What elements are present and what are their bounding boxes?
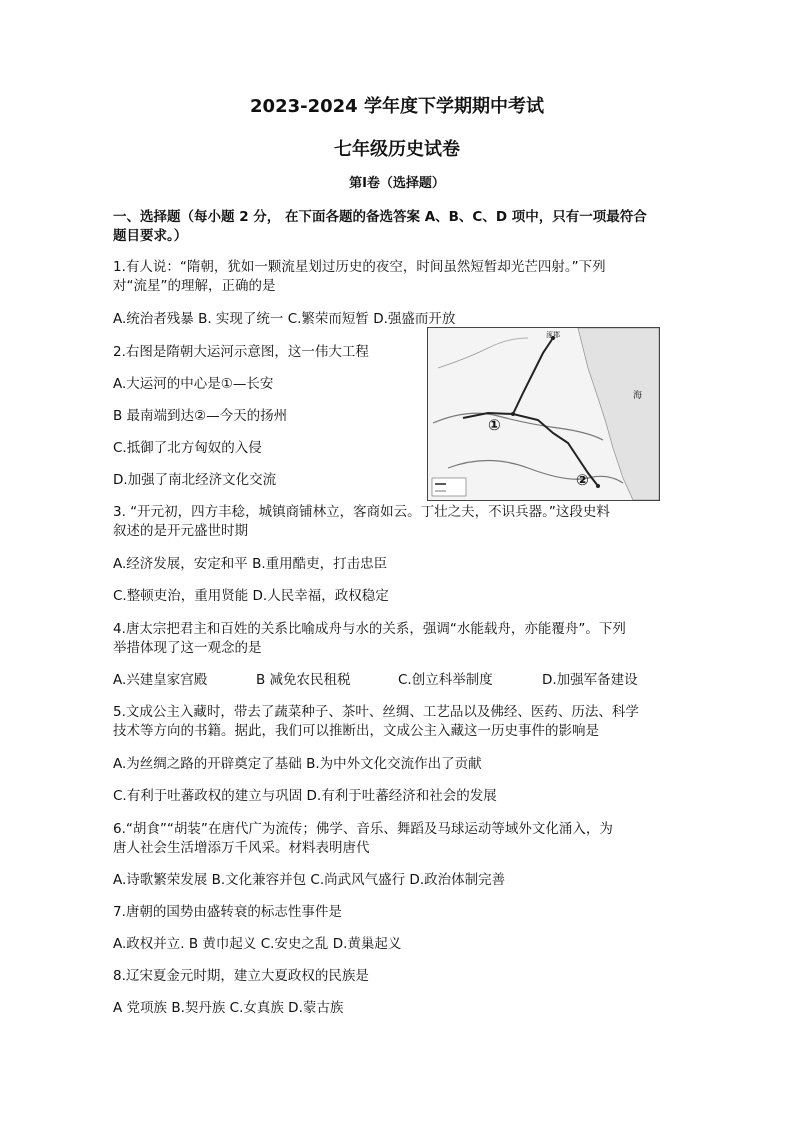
q8-options: A 党项族 B.契丹族 C.女真族 D.蒙古族: [113, 1000, 344, 1016]
q4-stem-line2: 举措体现了这一观念的是: [113, 640, 262, 656]
q2-option-b: B 最南端到达②—今天的扬州: [113, 408, 288, 424]
q1-options: A.统治者残暴 B. 实现了统一 C.繁荣而短暂 D.强盛而开放: [113, 311, 456, 327]
q3-stem-line1: 3. “开元初，四方丰稔，城镇商铺林立，客商如云。丁壮之夫，不识兵器。”这段史料: [113, 504, 610, 520]
q7-options: A.政权并立. B 黄巾起义 C.安史之乱 D.黄巢起义: [113, 936, 402, 952]
section-instructions-line2: 题目要求。）: [113, 228, 188, 244]
map-marker-1: ①: [488, 416, 501, 434]
q4-option-d: D.加强军备建设: [542, 672, 638, 688]
grand-canal-map-svg: [428, 328, 659, 500]
q3-options-line1: A.经济发展，安定和平 B.重用酷吏，打击忠臣: [113, 556, 388, 572]
q8-stem: 8.辽宋夏金元时期，建立大夏政权的民族是: [113, 968, 369, 984]
q2-stem: 2.右图是隋朝大运河示意图，这一伟大工程: [113, 344, 369, 360]
q2-option-a: A.大运河的中心是①—长安: [113, 376, 274, 392]
q5-options-line2: C.有利于吐蕃政权的建立与巩固 D.有利于吐蕃经济和社会的发展: [113, 788, 497, 804]
q3-options-line2: C.整顿吏治，重用贤能 D.人民幸福，政权稳定: [113, 588, 389, 604]
q5-stem-line1: 5.文成公主入藏时，带去了蔬菜种子、茶叶、丝绸、工艺品以及佛经、医药、历法、科学: [113, 704, 639, 720]
exam-title: 2023-2024 学年度下学期期中考试: [250, 96, 544, 117]
q2-option-c: C.抵御了北方匈奴的入侵: [113, 440, 262, 456]
q4-stem-line1: 4.唐太宗把君主和百姓的关系比喻成舟与水的关系，强调“水能载舟，亦能覆舟”。下列: [113, 621, 626, 637]
map-marker-2: ②: [576, 471, 589, 489]
map-label-zhuojun: 涿郡: [546, 331, 560, 339]
q6-stem-line2: 唐人社会生活增添万千风采。材料表明唐代: [113, 840, 370, 856]
q6-stem-line1: 6.“胡食”“胡装”在唐代广为流传；佛学、音乐、舞蹈及马球运动等域外文化涌入，为: [113, 821, 613, 837]
section-instructions-line1: 一、选择题（每小题 2 分， 在下面各题的备选答案 A、B、C、D 项中，只有一项最符合: [113, 209, 647, 225]
grand-canal-map: [427, 327, 660, 501]
q2-option-d: D.加强了南北经济文化交流: [113, 472, 277, 488]
map-label-sea: 海: [633, 391, 643, 401]
part-heading: 第Ⅰ卷（选择题）: [349, 176, 445, 191]
exam-subject: 七年级历史试卷: [334, 139, 460, 160]
q5-options-line1: A.为丝绸之路的开辟奠定了基础 B.为中外文化交流作出了贡献: [113, 756, 482, 772]
q1-stem-line1: 1.有人说：“隋朝，犹如一颗流星划过历史的夜空，时间虽然短暂却光芒四射。”下列: [113, 259, 606, 275]
q4-option-c: C.创立科举制度: [398, 672, 493, 688]
q4-option-a: A.兴建皇家宫殿: [113, 672, 208, 688]
q5-stem-line2: 技术等方向的书籍。据此，我们可以推断出，文成公主入藏这一历史事件的影响是: [113, 723, 599, 739]
q1-stem-line2: 对“流星”的理解，正确的是: [113, 278, 276, 294]
q3-stem-line2: 叙述的是开元盛世时期: [113, 523, 248, 539]
q6-options: A.诗歌繁荣发展 B.文化兼容并包 C.尚武风气盛行 D.政治体制完善: [113, 872, 506, 888]
q7-stem: 7.唐朝的国势由盛转衰的标志性事件是: [113, 904, 342, 920]
q4-option-b: B 减免农民租税: [256, 672, 351, 688]
